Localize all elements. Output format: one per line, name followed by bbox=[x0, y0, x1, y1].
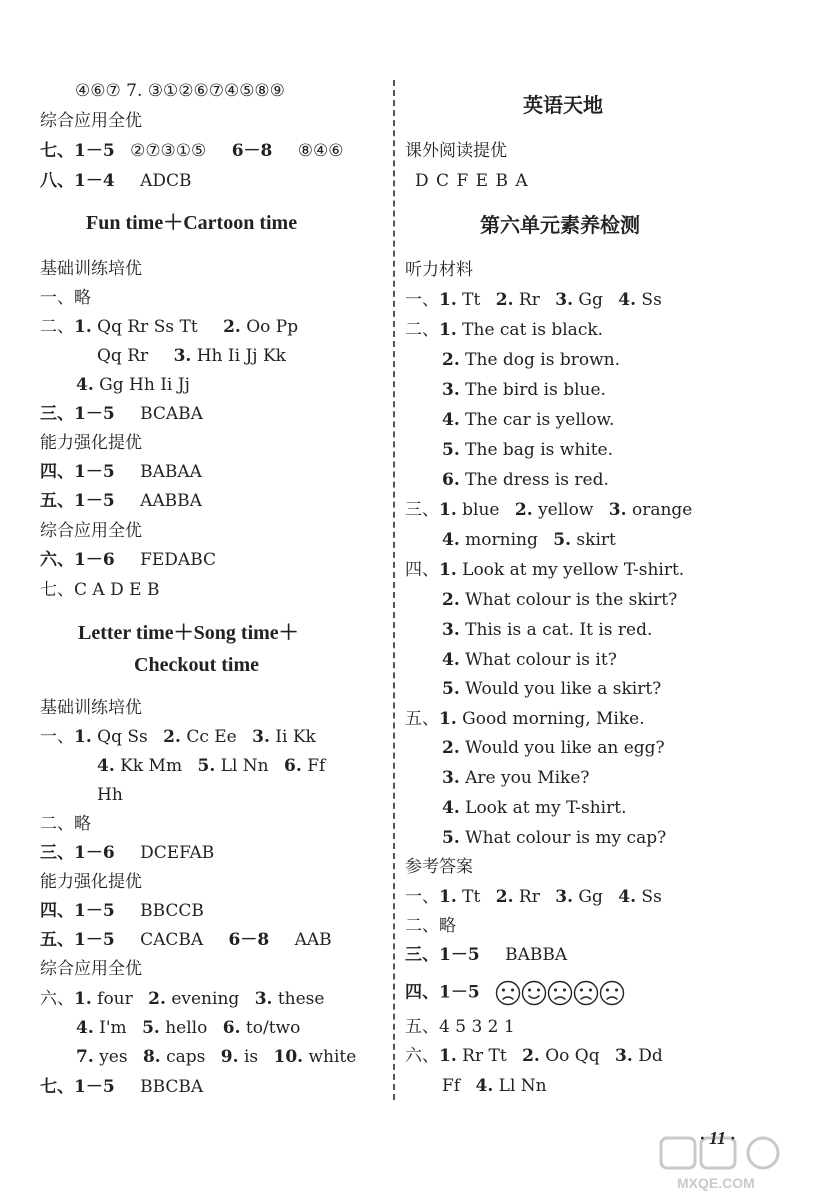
num: 8. bbox=[142, 1047, 161, 1067]
section-heading: 课外阅读提优 bbox=[405, 141, 507, 161]
answer: What colour is it? bbox=[465, 650, 617, 670]
num: 2. bbox=[522, 1046, 540, 1066]
sad-face-icon bbox=[547, 980, 573, 1006]
answer: The cat is black. bbox=[462, 320, 604, 340]
num: 6. bbox=[222, 1018, 241, 1038]
answer: Qq Ss bbox=[97, 727, 148, 747]
answer-line bbox=[40, 403, 203, 425]
answer: Ll Nn bbox=[498, 1076, 547, 1096]
num: 3. bbox=[254, 989, 273, 1009]
answer-line bbox=[442, 797, 626, 819]
answer: Would you like an egg? bbox=[465, 738, 665, 758]
num: 10. bbox=[273, 1047, 304, 1067]
answer-line bbox=[442, 529, 616, 551]
answer: BBCBA bbox=[140, 1077, 204, 1097]
sad-face-icon bbox=[599, 980, 625, 1006]
num: 4. bbox=[618, 887, 637, 907]
num: 1. bbox=[439, 290, 457, 310]
answer: morning bbox=[465, 530, 538, 550]
num: 4. bbox=[97, 756, 115, 776]
answer-line bbox=[405, 708, 645, 730]
section-heading: 综合应用全优 bbox=[40, 521, 142, 541]
answer-line bbox=[40, 461, 202, 483]
answer-line bbox=[442, 349, 620, 371]
num: 1. bbox=[439, 500, 457, 520]
answer-line bbox=[40, 170, 192, 192]
q-label: 一、 bbox=[405, 887, 439, 907]
num: 3. bbox=[555, 887, 573, 907]
answer-line bbox=[76, 1017, 300, 1039]
answer-line: ④⑥⑦ 7. ③①②⑥⑦④⑤⑧⑨ bbox=[75, 81, 285, 101]
answer: Qq Rr Ss Tt bbox=[97, 317, 198, 337]
answer-line bbox=[40, 988, 324, 1010]
answer: Rr bbox=[518, 887, 540, 907]
answer: Ff bbox=[442, 1076, 461, 1096]
answer-line: 二、略 bbox=[405, 916, 456, 936]
watermark-logo bbox=[657, 1134, 807, 1194]
answer: Look at my T-shirt. bbox=[465, 798, 627, 818]
answer: Rr Tt bbox=[462, 1046, 507, 1066]
answer: Gg bbox=[578, 887, 603, 907]
section-title: 英语天地 bbox=[523, 93, 603, 117]
answer-line bbox=[442, 649, 617, 671]
num: 2. bbox=[148, 989, 166, 1009]
num: 4. bbox=[76, 1018, 94, 1038]
answer-line bbox=[76, 374, 190, 396]
q-label: 五、1－5 bbox=[40, 491, 115, 511]
q-label: 三、1－5 bbox=[405, 945, 480, 965]
q-label: 四、 bbox=[405, 560, 439, 580]
answer: What colour is the skirt? bbox=[465, 590, 678, 610]
answer-line bbox=[405, 980, 625, 1006]
section-title: Letter time＋Song time＋ bbox=[78, 622, 299, 644]
num: 2. bbox=[163, 727, 181, 747]
num: 3. bbox=[615, 1046, 633, 1066]
answer: ②⑦③①⑤ bbox=[130, 141, 207, 161]
num: 1. bbox=[74, 989, 92, 1009]
section-title: Checkout time bbox=[134, 654, 259, 676]
answer-line bbox=[405, 944, 567, 966]
answer: Look at my yellow T-shirt. bbox=[462, 560, 685, 580]
q-label: 四、1－5 bbox=[405, 982, 480, 1003]
answer-line bbox=[442, 409, 614, 431]
answer: ADCB bbox=[140, 171, 192, 191]
answer: CACBA bbox=[140, 930, 204, 950]
answer-line: 二、略 bbox=[40, 814, 91, 834]
num: 3. bbox=[252, 727, 270, 747]
num: 3. bbox=[173, 346, 192, 366]
answer: Oo Qq bbox=[545, 1046, 600, 1066]
answer-line bbox=[40, 929, 332, 951]
answer-line bbox=[442, 589, 677, 611]
answer-line bbox=[442, 619, 652, 641]
answer: Oo Pp bbox=[246, 317, 299, 337]
num: 6. bbox=[284, 756, 302, 776]
answer: Ll Nn bbox=[220, 756, 269, 776]
answer-line: 七、C A D E B bbox=[40, 580, 160, 600]
num: 3. bbox=[442, 620, 460, 640]
num: 5. bbox=[442, 679, 460, 699]
num: 3. bbox=[442, 380, 460, 400]
answer-line bbox=[442, 767, 590, 789]
num: 3. bbox=[555, 290, 573, 310]
num: 1. bbox=[439, 709, 457, 729]
q-label: 6－8 bbox=[228, 930, 270, 950]
num: 4. bbox=[475, 1076, 494, 1096]
answer-line bbox=[442, 379, 606, 401]
answer: BABAA bbox=[140, 462, 202, 482]
answer: The bag is white. bbox=[465, 440, 614, 460]
q-label: 三、1－5 bbox=[40, 404, 115, 424]
answer-line bbox=[405, 886, 662, 908]
answer-line bbox=[40, 726, 316, 748]
answer: Dd bbox=[638, 1046, 663, 1066]
answer: caps bbox=[166, 1047, 206, 1067]
q-label: 一、 bbox=[405, 290, 439, 310]
answer: white bbox=[308, 1047, 357, 1067]
answer-line: 五、4 5 3 2 1 bbox=[405, 1017, 515, 1037]
num: 2. bbox=[442, 350, 460, 370]
q-label: 四、1－5 bbox=[40, 462, 115, 482]
answer: The car is yellow. bbox=[465, 410, 615, 430]
answer: DCEFAB bbox=[140, 843, 215, 863]
answer-line bbox=[442, 737, 665, 759]
section-heading: 综合应用全优 bbox=[40, 111, 142, 131]
answer: The bird is blue. bbox=[465, 380, 606, 400]
answer: What colour is my cap? bbox=[465, 828, 667, 848]
answer: blue bbox=[462, 500, 500, 520]
answer: Tt bbox=[462, 290, 481, 310]
answer: I'm bbox=[99, 1018, 127, 1038]
num: 4. bbox=[442, 798, 460, 818]
page-number: · 11 · bbox=[699, 1128, 735, 1148]
answer: Gg bbox=[578, 290, 603, 310]
answer: Rr bbox=[518, 290, 540, 310]
sad-face-icon bbox=[495, 980, 521, 1006]
answer-line bbox=[40, 549, 216, 571]
happy-face-icon bbox=[521, 980, 547, 1006]
num: 1. bbox=[439, 1046, 457, 1066]
answer-line bbox=[442, 469, 609, 491]
num: 3. bbox=[608, 500, 627, 520]
section-heading: 能力强化提优 bbox=[40, 433, 142, 453]
q-label: 二、 bbox=[405, 320, 439, 340]
num: 1. bbox=[74, 317, 92, 337]
q-label: 二、 bbox=[40, 317, 74, 337]
answer: yes bbox=[99, 1047, 128, 1067]
q-label: 三、 bbox=[405, 500, 439, 520]
answer: Gg Hh Ii Jj bbox=[99, 375, 190, 395]
answer-line: 一、略 bbox=[40, 288, 91, 308]
num: 6. bbox=[442, 470, 460, 490]
answer: Ii Kk bbox=[275, 727, 316, 747]
section-heading: 参考答案 bbox=[405, 857, 473, 877]
answer: Would you like a skirt? bbox=[465, 679, 662, 699]
num: 5. bbox=[197, 756, 216, 776]
q-label: 四、1－5 bbox=[40, 901, 115, 921]
answer: orange bbox=[631, 500, 693, 520]
answer: AAB bbox=[294, 930, 332, 950]
section-heading: 听力材料 bbox=[405, 260, 473, 280]
answer: hello bbox=[165, 1018, 208, 1038]
answer-line bbox=[97, 345, 286, 367]
column-divider bbox=[393, 80, 395, 1100]
answer-line bbox=[40, 842, 214, 864]
answer-line bbox=[405, 289, 662, 311]
section-heading: 综合应用全优 bbox=[40, 959, 142, 979]
q-label: 七、1－5 bbox=[40, 1077, 115, 1097]
answer: four bbox=[97, 989, 133, 1009]
num: 9. bbox=[220, 1047, 239, 1067]
num: 5. bbox=[442, 440, 460, 460]
num: 1. bbox=[439, 887, 457, 907]
q-label: 三、1－6 bbox=[40, 843, 115, 863]
answer: Hh Ii Jj Kk bbox=[196, 346, 286, 366]
answer-line: D C F E B A bbox=[415, 171, 529, 191]
num: 1. bbox=[74, 727, 92, 747]
answer-line bbox=[442, 1075, 547, 1097]
answer: The dress is red. bbox=[465, 470, 609, 490]
answer: BCABA bbox=[140, 404, 203, 424]
num: 2. bbox=[495, 290, 514, 310]
watermark-text: MXQE.COM bbox=[677, 1175, 755, 1191]
answer: Tt bbox=[462, 887, 481, 907]
answer: This is a cat. It is red. bbox=[465, 620, 653, 640]
num: 5. bbox=[553, 530, 572, 550]
watermark-icon bbox=[657, 1134, 807, 1194]
section-heading: 能力强化提优 bbox=[40, 872, 142, 892]
section-heading: 基础训练培优 bbox=[40, 698, 142, 718]
q-label: 七、1－5 bbox=[40, 141, 115, 161]
num: 5. bbox=[442, 828, 460, 848]
answer-line bbox=[405, 559, 684, 581]
answer-line bbox=[40, 1076, 203, 1098]
answer-line bbox=[405, 499, 692, 521]
answer: Ss bbox=[641, 290, 662, 310]
q-label: 五、1－5 bbox=[40, 930, 115, 950]
num: 2. bbox=[495, 887, 514, 907]
answer: to/two bbox=[245, 1018, 301, 1038]
q-label: 六、 bbox=[40, 989, 74, 1009]
num: 7. bbox=[76, 1047, 94, 1067]
answer: yellow bbox=[538, 500, 594, 520]
num: 4. bbox=[442, 650, 460, 670]
answer-line bbox=[40, 490, 202, 512]
answer: Cc Ee bbox=[186, 727, 237, 747]
num: 2. bbox=[514, 500, 533, 520]
answer: AABBA bbox=[140, 491, 202, 511]
answer-line: Hh bbox=[97, 785, 123, 805]
num: 4. bbox=[442, 410, 460, 430]
q-label: 6－8 bbox=[231, 141, 273, 161]
num: 2. bbox=[442, 738, 460, 758]
answer: Are you Mike? bbox=[465, 768, 590, 788]
answer: Ff bbox=[307, 756, 326, 776]
answer-line bbox=[442, 827, 666, 849]
answer: The dog is brown. bbox=[465, 350, 621, 370]
num: 4. bbox=[76, 375, 94, 395]
answer: BBCCB bbox=[140, 901, 204, 921]
answer: skirt bbox=[576, 530, 616, 550]
num: 1. bbox=[439, 560, 457, 580]
answer: ⑧④⑥ bbox=[297, 141, 344, 161]
answer-line bbox=[405, 319, 603, 341]
answer: FEDABC bbox=[140, 550, 217, 570]
num: 4. bbox=[618, 290, 637, 310]
sad-face-icon bbox=[573, 980, 599, 1006]
q-label: 一、 bbox=[40, 727, 74, 747]
answer: Kk Mm bbox=[120, 756, 183, 776]
answer: BABBA bbox=[505, 945, 568, 965]
num: 2. bbox=[223, 317, 241, 337]
q-label: 八、1－4 bbox=[40, 171, 115, 191]
q-label: 五、 bbox=[405, 709, 439, 729]
answer: is bbox=[243, 1047, 259, 1067]
answer: Good morning, Mike. bbox=[462, 709, 645, 729]
num: 5. bbox=[142, 1018, 160, 1038]
q-label: 六、1－6 bbox=[40, 550, 115, 570]
answer-line bbox=[40, 900, 204, 922]
answer-line bbox=[97, 755, 325, 777]
num: 1. bbox=[439, 320, 457, 340]
answer-line bbox=[405, 1045, 663, 1067]
answer-line bbox=[442, 678, 661, 700]
answer-line bbox=[76, 1046, 356, 1068]
face-answers bbox=[495, 983, 625, 1003]
answer: Ss bbox=[641, 887, 662, 907]
section-heading: 基础训练培优 bbox=[40, 259, 142, 279]
section-title: 第六单元素养检测 bbox=[480, 213, 640, 237]
answer: Qq Rr bbox=[97, 346, 149, 366]
num: 2. bbox=[442, 590, 460, 610]
num: 3. bbox=[442, 768, 460, 788]
answer-line bbox=[40, 140, 344, 162]
answer-line bbox=[40, 316, 298, 338]
num: 4. bbox=[442, 530, 460, 550]
answer: these bbox=[277, 989, 325, 1009]
answer-line bbox=[442, 439, 613, 461]
q-label: 六、 bbox=[405, 1046, 439, 1066]
section-title: Fun time＋Cartoon time bbox=[86, 212, 298, 234]
answer: evening bbox=[171, 989, 240, 1009]
